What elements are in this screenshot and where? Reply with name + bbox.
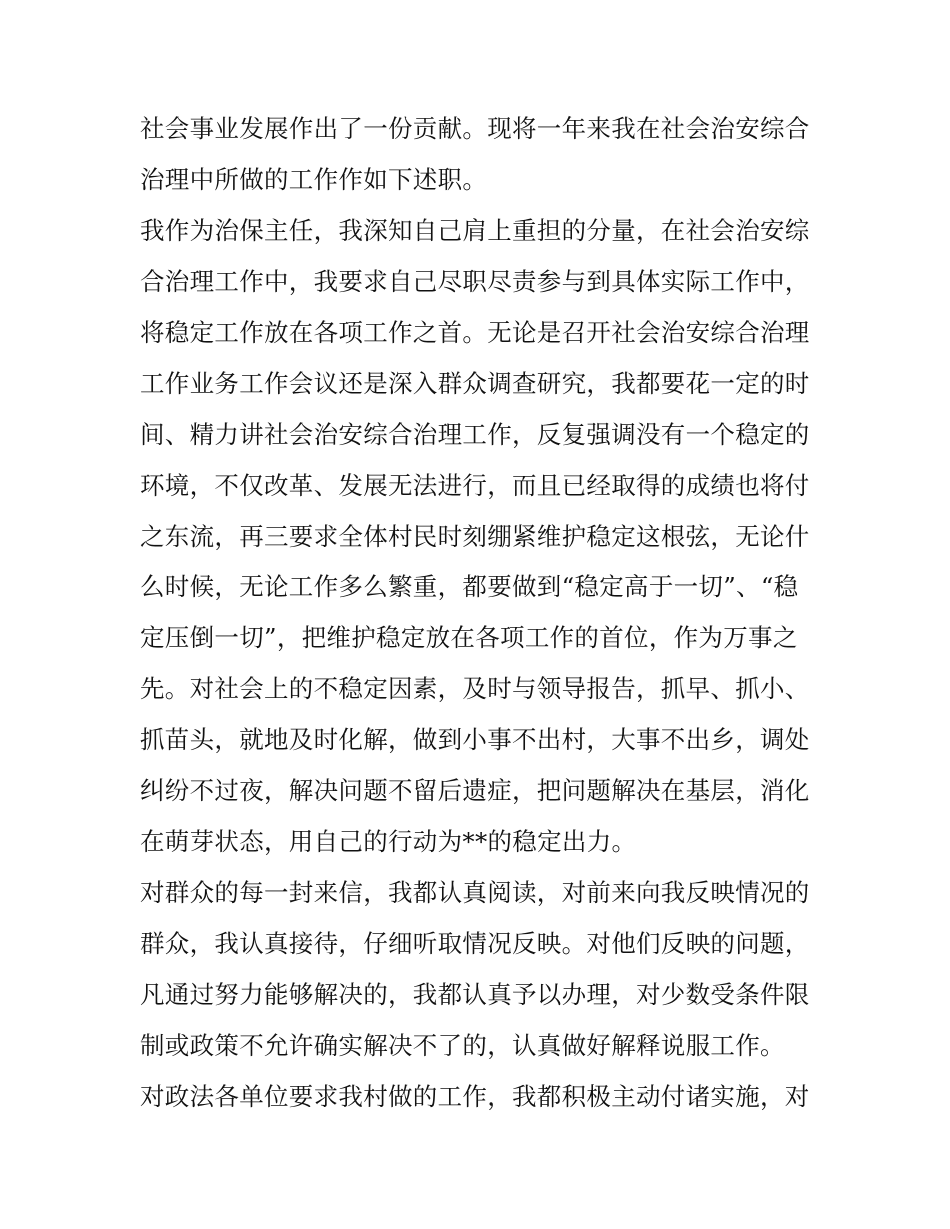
text-line: 对政法各单位要求我村做的工作，我都积极主动付诸实施，对 bbox=[140, 1082, 810, 1111]
text-line: 对群众的每一封来信，我都认真阅读，对前来向我反映情况的 bbox=[140, 878, 810, 907]
text-line: 群众，我认真接待，仔细听取情况反映。对他们反映的问题， bbox=[140, 929, 810, 958]
text-line: 我作为治保主任，我深知自己肩上重担的分量，在社会治安综 bbox=[140, 216, 810, 245]
text-line: 制或政策不允许确实解决不了的，认真做好解释说服工作。 bbox=[140, 1031, 785, 1060]
text-line: 在萌芽状态，用自己的行动为**的稳定出力。 bbox=[140, 827, 637, 856]
text-line: 纠纷不过夜，解决问题不留后遗症，把问题解决在基层，消化 bbox=[140, 776, 810, 805]
text-line: 抓苗头，就地及时化解，做到小事不出村，大事不出乡，调处 bbox=[140, 725, 810, 754]
text-line: 间、精力讲社会治安综合治理工作，反复强调没有一个稳定的 bbox=[140, 420, 810, 449]
text-line: 治理中所做的工作作如下述职。 bbox=[140, 165, 488, 194]
text-line: 将稳定工作放在各项工作之首。无论是召开社会治安综合治理 bbox=[140, 318, 810, 347]
text-line: 么时候，无论工作多么繁重，都要做到“稳定高于一切”、“稳 bbox=[140, 572, 799, 601]
text-line: 先。对社会上的不稳定因素，及时与领导报告，抓早、抓小、 bbox=[140, 674, 810, 703]
text-line: 之东流，再三要求全体村民时刻绷紧维护稳定这根弦，无论什 bbox=[140, 522, 810, 551]
text-line: 环境，不仅改革、发展无法进行，而且已经取得的成绩也将付 bbox=[140, 471, 810, 500]
text-line: 定压倒一切”，把维护稳定放在各项工作的首位，作为万事之 bbox=[140, 623, 798, 652]
text-line: 合治理工作中，我要求自己尽职尽责参与到具体实际工作中， bbox=[140, 267, 810, 296]
text-line: 工作业务工作会议还是深入群众调查研究，我都要花一定的时 bbox=[140, 369, 810, 398]
text-line: 社会事业发展作出了一份贡献。现将一年来我在社会治安综合 bbox=[140, 114, 810, 143]
text-line: 凡通过努力能够解决的，我都认真予以办理，对少数受条件限 bbox=[140, 980, 810, 1009]
